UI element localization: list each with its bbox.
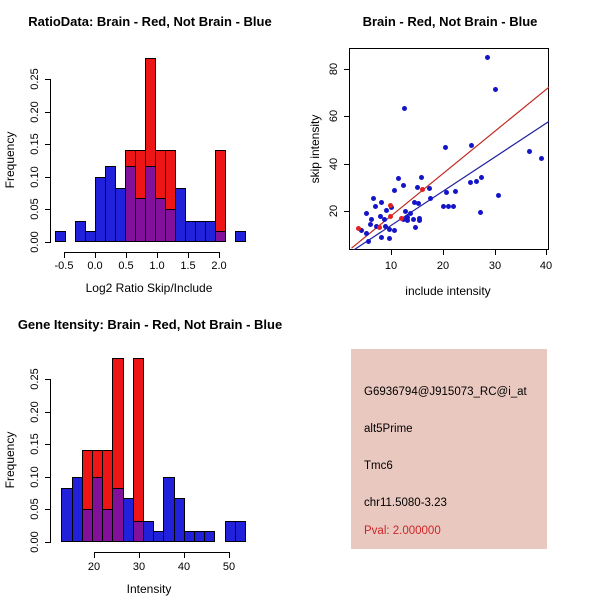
y-tick-label: 0.15 xyxy=(29,433,41,455)
y-tick-label: 0.10 xyxy=(29,166,41,188)
ratio-hist-ylabel: Frequency xyxy=(3,131,17,189)
y-axis-tick xyxy=(45,477,50,478)
x-axis-tick xyxy=(391,250,392,255)
scatter-title: Brain - Red, Not Brain - Blue xyxy=(362,14,538,29)
x-axis-tick xyxy=(546,250,547,255)
y-axis-line xyxy=(50,79,51,243)
notbrain-data-point xyxy=(401,183,406,188)
y-axis-tick xyxy=(45,509,50,510)
red-hist-bar xyxy=(215,150,226,242)
notbrain-data-point xyxy=(539,156,544,161)
y-axis-tick xyxy=(45,112,50,113)
gene-hist-title: Gene Itensity: Brain - Red, Not Brain - Blue xyxy=(17,317,283,332)
x-axis-line xyxy=(94,552,230,553)
x-axis-tick xyxy=(443,250,444,255)
notbrain-data-point xyxy=(373,204,378,209)
probe-id-text: G6936794@J915073_RC@i_at xyxy=(364,386,527,398)
y-tick-label: 60 xyxy=(328,109,340,123)
x-axis-tick xyxy=(157,253,158,258)
blue-hist-bar xyxy=(235,231,246,242)
gene-hist-xlabel: Intensity xyxy=(126,582,172,596)
notbrain-data-point xyxy=(441,204,446,209)
y-axis-tick xyxy=(45,144,50,145)
y-tick-label: 40 xyxy=(328,157,340,171)
x-tick-label: 30 xyxy=(132,561,146,573)
notbrain-data-point xyxy=(369,217,374,222)
notbrain-data-point xyxy=(415,185,420,190)
x-tick-label: 40 xyxy=(177,561,191,573)
brain-data-point xyxy=(420,187,425,192)
overlap-hist-bar xyxy=(215,231,226,242)
y-tick-label: 0.15 xyxy=(29,133,41,155)
x-tick-label: 0.5 xyxy=(118,260,134,272)
y-axis-tick xyxy=(45,444,50,445)
y-tick-label: 80 xyxy=(328,62,340,76)
notbrain-data-point xyxy=(446,204,451,209)
y-tick-label: 0.00 xyxy=(29,231,41,253)
x-axis-line xyxy=(64,252,220,253)
red-hist-bar xyxy=(133,358,144,542)
y-tick-label: 0.25 xyxy=(29,368,41,390)
notbrain-data-point xyxy=(444,190,449,195)
brain-data-point xyxy=(356,226,361,231)
x-tick-label: 2.0 xyxy=(211,260,227,272)
brain-fit-line xyxy=(351,87,549,248)
x-axis-tick xyxy=(94,553,95,558)
y-tick-label: 0.25 xyxy=(29,68,41,90)
locus-text: chr11.5080-3.23 xyxy=(364,497,447,509)
y-axis-tick xyxy=(45,542,50,543)
y-tick-label: 0.00 xyxy=(29,531,41,553)
brain-data-point xyxy=(388,214,393,219)
notbrain-data-point xyxy=(453,189,458,194)
y-axis-tick xyxy=(45,412,50,413)
y-axis-tick xyxy=(45,379,50,380)
x-axis-tick xyxy=(64,253,65,258)
notbrain-data-point xyxy=(443,145,448,150)
x-tick-label: -0.5 xyxy=(54,260,74,272)
blue-hist-bar xyxy=(235,521,246,542)
y-axis-tick xyxy=(45,242,50,243)
notbrain-data-point xyxy=(379,200,384,205)
blue-hist-bar xyxy=(55,231,66,242)
splice-event-type-text: alt5Prime xyxy=(364,423,413,435)
notbrain-data-point xyxy=(468,180,473,185)
x-tick-label: 30 xyxy=(488,260,502,272)
y-tick-label: 0.10 xyxy=(29,466,41,488)
x-tick-label: 20 xyxy=(87,561,101,573)
notbrain-data-point xyxy=(402,106,407,111)
y-tick-label: 0.20 xyxy=(29,401,41,423)
ratio-hist-title: RatioData: Brain - Red, Not Brain - Blue xyxy=(28,14,272,29)
brain-data-point xyxy=(399,216,404,221)
pval-text: Pval: 2.000000 xyxy=(364,525,441,537)
x-tick-label: 10 xyxy=(384,260,398,272)
scatter-xlabel: include intensity xyxy=(405,284,491,298)
notbrain-data-point xyxy=(496,193,501,198)
y-axis-tick xyxy=(45,209,50,210)
notbrain-data-point xyxy=(387,236,392,241)
x-tick-label: 1.5 xyxy=(180,260,196,272)
probe-info-panel xyxy=(351,349,547,549)
gene-hist-ylabel: Frequency xyxy=(3,431,17,489)
ratio-hist-xlabel: Log2 Ratio Skip/Include xyxy=(85,281,213,295)
x-axis-tick xyxy=(495,250,496,255)
y-tick-label: 0.05 xyxy=(29,198,41,220)
x-tick-label: 20 xyxy=(436,260,450,272)
y-axis-line xyxy=(50,379,51,543)
x-axis-tick xyxy=(139,553,140,558)
notbrain-data-point xyxy=(364,211,369,216)
x-tick-label: 40 xyxy=(539,260,553,272)
blue-hist-bar xyxy=(204,531,215,542)
gene-name-text: Tmc6 xyxy=(364,460,393,472)
x-axis-tick xyxy=(184,553,185,558)
scatter-ylabel: skip intensity xyxy=(308,114,322,184)
regression-lines xyxy=(349,48,549,250)
x-axis-tick xyxy=(219,253,220,258)
notbrain-data-point xyxy=(366,239,371,244)
y-axis-tick xyxy=(45,177,50,178)
notbrain-data-point xyxy=(427,186,432,191)
notbrain-data-point xyxy=(413,225,418,230)
y-tick-label: 0.05 xyxy=(29,498,41,520)
x-tick-label: 50 xyxy=(222,561,236,573)
y-tick-label: 0.20 xyxy=(29,101,41,123)
x-axis-tick xyxy=(95,253,96,258)
notbrain-data-point xyxy=(411,217,416,222)
x-axis-tick xyxy=(229,553,230,558)
x-tick-label: 1.0 xyxy=(149,260,165,272)
notbrain-data-point xyxy=(364,231,369,236)
notbrain-data-point xyxy=(485,55,490,60)
x-axis-tick xyxy=(126,253,127,258)
y-tick-label: 20 xyxy=(328,204,340,218)
notbrain-fit-line xyxy=(351,121,549,250)
x-tick-label: 0.0 xyxy=(87,260,103,272)
x-axis-tick xyxy=(188,253,189,258)
y-axis-tick xyxy=(45,79,50,80)
